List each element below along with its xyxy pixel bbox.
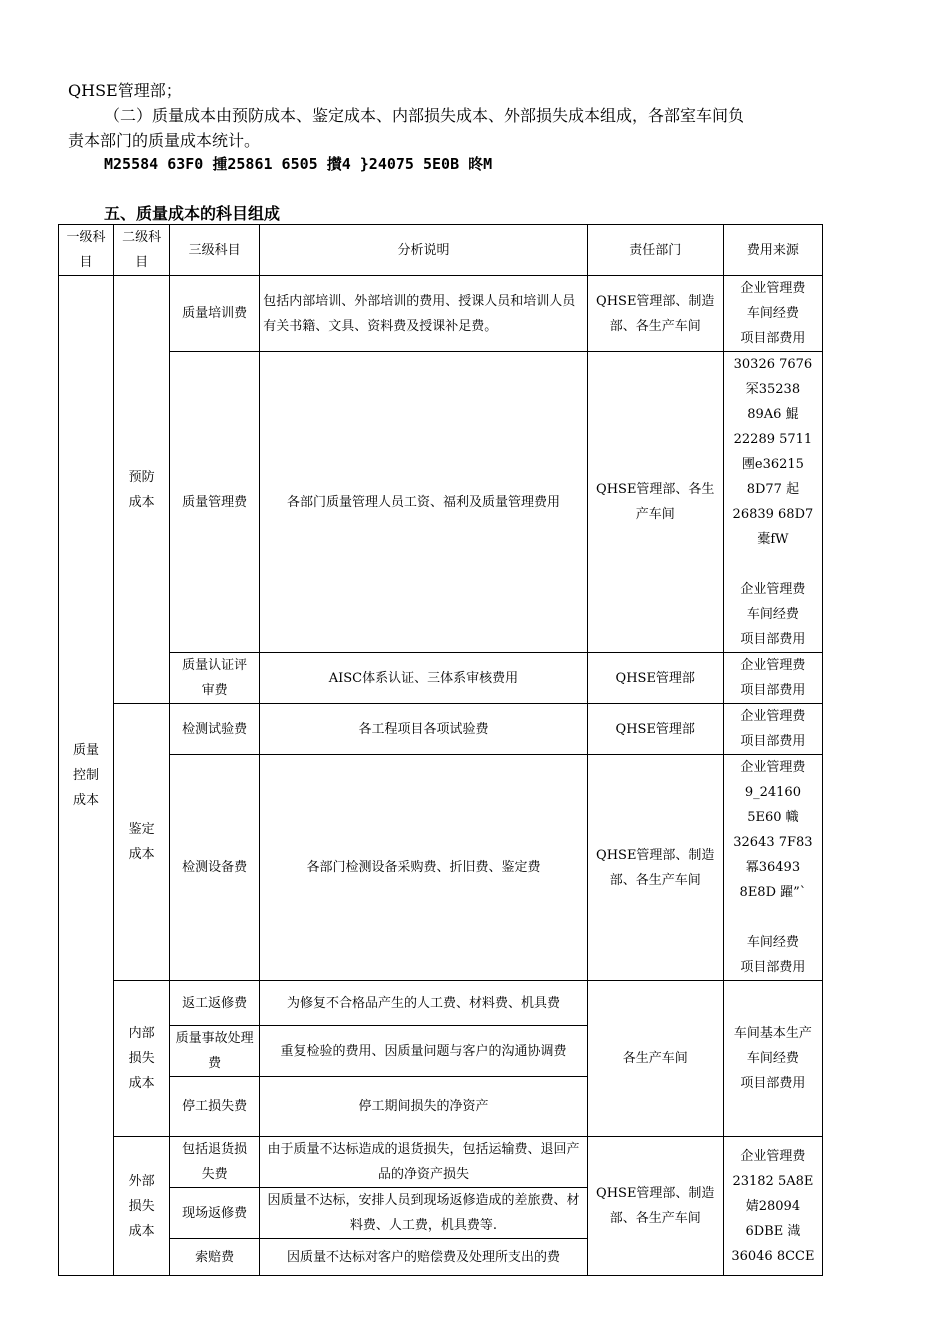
source-line: 冪36493 (745, 860, 801, 875)
source-line: 车间基本生产 (733, 1026, 812, 1041)
intro-line-1: QHSE管理部； (68, 81, 182, 100)
table-row (59, 653, 823, 704)
source-line: 8E8D 躍”` (739, 885, 807, 900)
table-row (59, 755, 823, 981)
table-header-row (59, 225, 823, 276)
source-line: 9_24160 (744, 785, 801, 800)
source-line: 23182 5A8E (732, 1173, 814, 1189)
dept-cell: QHSE管理部、制造部、各生产车间 (587, 755, 723, 981)
dept-cell: 各生产车间 (587, 981, 723, 1137)
source-cell (723, 276, 822, 352)
dept-cell: QHSE管理部、各生产车间 (587, 352, 723, 653)
source-line: 企业管理费 (740, 658, 806, 673)
section-title: 五、质量成本的科目组成 (104, 204, 281, 223)
source-line: 项目部费用 (740, 734, 806, 749)
source-line: 项目部费用 (740, 1076, 806, 1091)
source-line: 32643 7F83 (733, 835, 813, 850)
level2-appraisal: 鉴定成本 (114, 704, 170, 981)
level2-external-loss: 外部损失成本 (114, 1137, 170, 1276)
source-line: 企业管理费 (740, 281, 806, 296)
header-source: 费用来源 (723, 225, 822, 276)
source-line (727, 905, 819, 930)
source-line: 36046 8CCE (731, 1248, 815, 1264)
table-row (59, 1137, 823, 1188)
source-line (727, 552, 819, 577)
desc-cell: 包括内部培训、外部培训的费用、授课人员和培训人员有关书籍、文具、资料费及授课补足费。 (260, 276, 587, 352)
source-cell (723, 653, 822, 704)
level1-cell: 质量控制成本 (59, 276, 114, 1276)
desc-cell: 停工期间损失的净资产 (260, 1077, 587, 1137)
dept-cell: QHSE管理部、制造部、各生产车间 (587, 1137, 723, 1276)
item-cell: 质量认证评审费 (170, 653, 260, 704)
source-line: 车间经费 (746, 306, 799, 321)
source-line: 6DBE 渽 (745, 1223, 801, 1239)
source-line: 项目部费用 (740, 632, 806, 647)
source-line: 罙35238 (745, 382, 801, 397)
garbled-code-line: M25584 63F0 揰25861 6505 攅4 }24075 5E0B 昸M (104, 155, 493, 173)
source-cell (723, 981, 822, 1137)
source-cell (723, 352, 822, 653)
source-line: 圑e36215 (741, 457, 804, 472)
desc-cell: 因质量不达标对客户的赔偿费及处理所支出的费 (260, 1239, 587, 1276)
source-line: 企业管理费 (740, 1148, 806, 1164)
source-line: 车间经费 (746, 935, 799, 950)
source-line: 项目部费用 (740, 331, 806, 346)
header-description: 分析说明 (260, 225, 587, 276)
source-line: 26839 68D7 (732, 507, 814, 522)
header-level1: 一级科目 (59, 225, 114, 276)
intro-line-2: （二）质量成本由预防成本、鉴定成本、内部损失成本、外部损失成本组成，各部室车间负 (104, 106, 745, 125)
item-cell: 质量事故处理费 (170, 1026, 260, 1077)
item-cell: 检测试验费 (170, 704, 260, 755)
dept-cell: QHSE管理部 (587, 704, 723, 755)
desc-cell: 各工程项目各项试验费 (260, 704, 587, 755)
source-line: 8D77 起 (746, 482, 800, 497)
header-department: 责任部门 (587, 225, 723, 276)
source-cell (723, 1137, 822, 1276)
source-line: 婧28094 (745, 1198, 801, 1214)
table-row (59, 981, 823, 1026)
desc-cell: 为修复不合格品产生的人工费、材料费、机具费 (260, 981, 587, 1026)
table-row (59, 276, 823, 352)
header-level3: 三级科目 (170, 225, 260, 276)
dept-cell: QHSE管理部、制造部、各生产车间 (587, 276, 723, 352)
source-line: 22289 5711 (733, 432, 813, 447)
quality-cost-table (58, 224, 823, 1276)
source-line: 企业管理费 (740, 760, 806, 775)
source-line: 车间经费 (746, 607, 799, 622)
item-cell: 现场返修费 (170, 1188, 260, 1239)
desc-cell: 因质量不达标，安排人员到现场返修造成的差旅费、材料费、人工费，机具费等. (260, 1188, 587, 1239)
source-line: 企业管理费 (740, 709, 806, 724)
source-line: 企业管理费 (740, 582, 806, 597)
desc-cell: 各部门检测设备采购费、折旧费、鉴定费 (260, 755, 587, 981)
desc-cell: 重复检验的费用、因质量问题与客户的沟通协调费 (260, 1026, 587, 1077)
desc-cell: 由于质量不达标造成的退货损失，包括运输费、退回产品的净资产损失 (260, 1137, 587, 1188)
dept-cell: QHSE管理部 (587, 653, 723, 704)
source-line: 89A6 鯤 (747, 407, 799, 422)
source-line: 车间经费 (746, 1051, 799, 1066)
item-cell: 停工损失费 (170, 1077, 260, 1137)
header-level2: 二级科目 (114, 225, 170, 276)
level2-prevention: 预防成本 (114, 276, 170, 704)
desc-cell: AISC体系认证、三体系审核费用 (260, 653, 587, 704)
item-cell: 包括退货损失费 (170, 1137, 260, 1188)
intro-line-3: 责本部门的质量成本统计。 (68, 131, 261, 150)
item-cell: 检测设备费 (170, 755, 260, 981)
item-cell: 索赔费 (170, 1239, 260, 1276)
source-line: 项目部费用 (740, 683, 806, 698)
level2-internal-loss: 内部损失成本 (114, 981, 170, 1137)
source-line: 项目部费用 (740, 960, 806, 975)
source-line: 5E60 幟 (747, 810, 799, 825)
item-cell: 质量培训费 (170, 276, 260, 352)
item-cell: 质量管理费 (170, 352, 260, 653)
source-cell (723, 755, 822, 981)
item-cell: 返工返修费 (170, 981, 260, 1026)
table-row (59, 352, 823, 653)
source-cell (723, 704, 822, 755)
source-line: 30326 7676 (733, 357, 813, 372)
desc-cell: 各部门质量管理人员工资、福利及质量管理费用 (260, 352, 587, 653)
table-row (59, 704, 823, 755)
source-line: 橐fW (757, 532, 789, 547)
